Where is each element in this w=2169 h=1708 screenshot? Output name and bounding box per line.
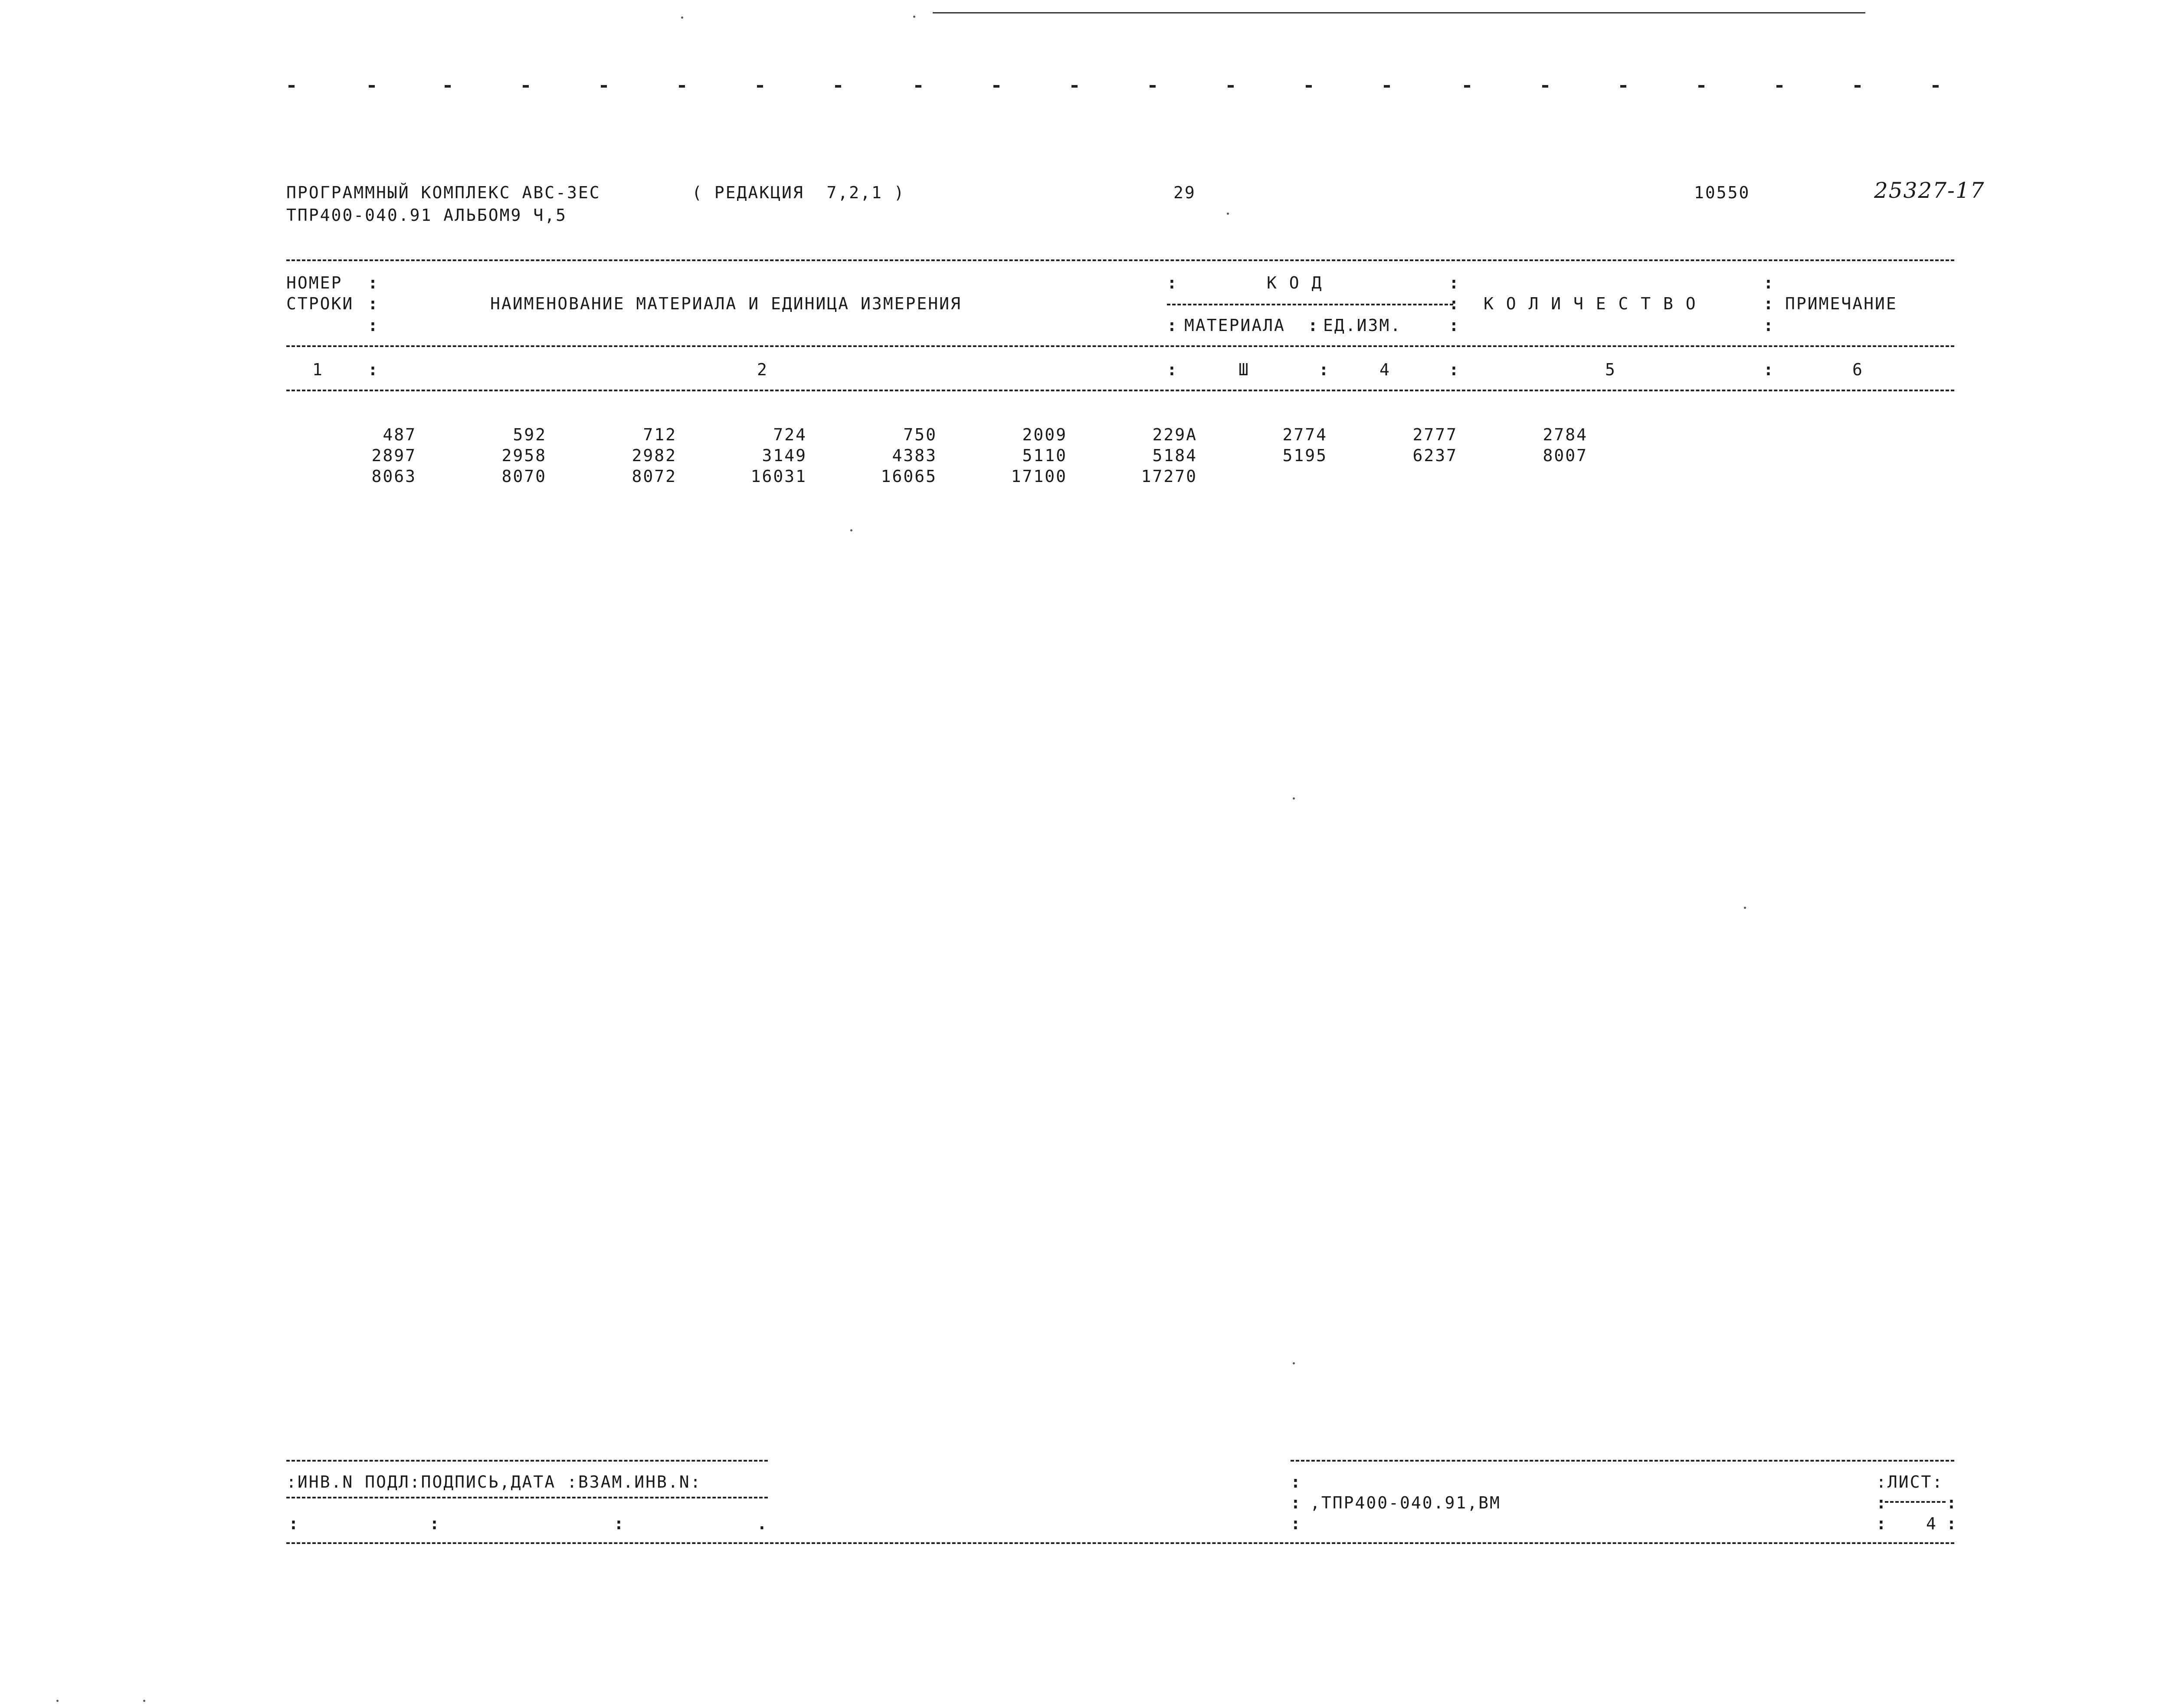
footer-sheet-rule <box>1885 1501 1946 1503</box>
perforation-mark <box>369 85 375 88</box>
grid-cell: 3149 <box>762 446 807 465</box>
footer-right-rule-top <box>1291 1460 1954 1462</box>
separator: : <box>1291 1472 1301 1492</box>
perforation-mark <box>288 85 295 88</box>
grid-cell: 5184 <box>1152 446 1197 465</box>
grid-cell: 2774 <box>1282 425 1327 444</box>
header-code-group: К О Д <box>1267 273 1323 292</box>
column-number-1: 1 <box>312 360 324 379</box>
grid-cell: 16065 <box>881 467 937 486</box>
grid-cell: 2982 <box>632 446 677 465</box>
perforation-mark <box>993 85 999 88</box>
speck <box>1293 1362 1295 1364</box>
header-material-name: НАИМЕНОВАНИЕ МАТЕРИАЛА И ЕДИНИЦА ИЗМЕРЕНИЯ <box>490 294 962 313</box>
speck <box>681 16 683 19</box>
perforation-mark <box>1854 85 1861 88</box>
separator: : <box>1946 1493 1956 1512</box>
table-rule-bottom <box>286 390 1954 391</box>
code-subheader-rule <box>1167 304 1453 305</box>
grid-cell: 8070 <box>501 467 547 486</box>
grid-cell: 487 <box>383 425 416 444</box>
grid-cell: 2009 <box>1022 425 1067 444</box>
perforation-mark <box>1071 85 1078 88</box>
perforation-mark <box>1698 85 1704 88</box>
program-title: ПРОГРАММНЫЙ КОМПЛЕКС АВС-3ЕС <box>286 183 601 202</box>
column-number-4: 4 <box>1379 360 1391 379</box>
separator: : <box>1308 316 1318 335</box>
separator: : <box>1763 294 1773 313</box>
separator: : <box>1291 1514 1301 1533</box>
perforation-mark <box>1933 85 1939 88</box>
grid-cell: 17100 <box>1011 467 1067 486</box>
separator: : <box>368 360 378 379</box>
grid-cell: 2897 <box>371 446 416 465</box>
speck <box>850 529 852 531</box>
perforation-mark <box>601 85 607 88</box>
perforation-mark <box>835 85 841 88</box>
grid-cell: 17270 <box>1141 467 1197 486</box>
perforation-mark <box>1306 85 1312 88</box>
footer-document-code: ,ТПР400-040.91,ВМ <box>1310 1493 1501 1512</box>
separator: : <box>1449 273 1459 292</box>
speck <box>1227 213 1229 215</box>
separator: : <box>614 1514 624 1533</box>
grid-cell: 6237 <box>1412 446 1458 465</box>
page-number: 29 <box>1173 183 1196 202</box>
table-rule-top <box>286 259 1954 261</box>
column-number-2: 2 <box>757 360 768 379</box>
grid-cell: 8072 <box>632 467 677 486</box>
footer-inventory-header: :ИНВ.N ПОДЛ:ПОДПИСЬ,ДАТА :ВЗАМ.ИНВ.N: <box>286 1472 702 1492</box>
perforation-mark <box>679 85 685 88</box>
separator: : <box>1449 360 1459 379</box>
separator: : <box>1167 360 1177 379</box>
perforation-mark <box>523 85 529 88</box>
header-row-number-line1: НОМЕР <box>286 273 343 292</box>
grid-cell: 592 <box>513 425 547 444</box>
grid-cell: 16031 <box>750 467 807 486</box>
grid-cell: 724 <box>773 425 807 444</box>
speck <box>56 1700 59 1702</box>
separator: : <box>368 316 378 335</box>
footer-sheet-number: 4 <box>1926 1514 1937 1533</box>
separator: : <box>1449 316 1459 335</box>
grid-cell: 8007 <box>1543 446 1588 465</box>
grid-cell: 2958 <box>501 446 547 465</box>
separator: : <box>368 294 378 313</box>
perforation-mark <box>757 85 763 88</box>
grid-cell: 5110 <box>1022 446 1067 465</box>
separator: : <box>368 273 378 292</box>
grid-cell: 4383 <box>892 446 937 465</box>
separator: : <box>1449 294 1459 313</box>
footer-rule-bottom <box>286 1542 1954 1544</box>
separator: : <box>1763 316 1773 335</box>
separator: : <box>1319 360 1329 379</box>
column-number-5: 5 <box>1605 360 1616 379</box>
header-unit-code: ЕД.ИЗМ. <box>1323 316 1402 335</box>
speck <box>1744 907 1746 909</box>
separator: : <box>1291 1493 1301 1512</box>
speck <box>1293 797 1295 800</box>
perforation-mark <box>1150 85 1156 88</box>
footer-left-rule-top <box>286 1460 768 1462</box>
separator: : <box>429 1514 439 1533</box>
separator: : <box>1763 360 1773 379</box>
separator: : <box>288 1514 298 1533</box>
perforation-mark <box>1464 85 1470 88</box>
separator: : <box>1876 1514 1886 1533</box>
perforation-mark <box>1542 85 1548 88</box>
document-code: 10550 <box>1694 183 1750 202</box>
footer-left-rule-middle <box>286 1497 768 1498</box>
separator: : <box>1167 316 1177 335</box>
separator: : <box>1167 273 1177 292</box>
header-quantity: К О Л И Ч Е С Т В О <box>1484 294 1697 313</box>
grid-cell: 8063 <box>371 467 416 486</box>
perforation-mark <box>445 85 451 88</box>
perforation-mark <box>1776 85 1782 88</box>
perforation-mark <box>1620 85 1626 88</box>
speck <box>913 16 915 18</box>
header-note: ПРИМЕЧАНИЕ <box>1785 294 1897 313</box>
top-rule <box>933 12 1865 13</box>
column-number-3: Ш <box>1238 360 1250 379</box>
footer-sheet-label: :ЛИСТ: <box>1876 1472 1944 1492</box>
program-revision: ( РЕДАКЦИЯ 7,2,1 ) <box>692 183 905 202</box>
separator: : <box>1946 1514 1956 1533</box>
grid-cell: 750 <box>903 425 937 444</box>
perforation-mark <box>1384 85 1390 88</box>
table-rule-middle <box>286 345 1954 347</box>
handwritten-number: 25327-17 <box>1874 178 1985 203</box>
column-number-6: 6 <box>1852 360 1864 379</box>
header-material-code: МАТЕРИАЛА <box>1184 316 1285 335</box>
grid-cell: 712 <box>643 425 677 444</box>
grid-cell: 2777 <box>1412 425 1458 444</box>
separator: : <box>1876 1493 1886 1512</box>
perforation-mark <box>1228 85 1234 88</box>
separator: . <box>757 1514 767 1533</box>
separator: : <box>1763 273 1773 292</box>
speck <box>143 1700 145 1702</box>
header-row-number-line2: СТРОКИ <box>286 294 354 313</box>
grid-cell: 2784 <box>1543 425 1588 444</box>
album-title: ТПР400-040.91 АЛЬБОМ9 Ч,5 <box>286 206 567 225</box>
grid-cell: 229А <box>1152 425 1197 444</box>
grid-cell: 5195 <box>1282 446 1327 465</box>
perforation-mark <box>915 85 921 88</box>
